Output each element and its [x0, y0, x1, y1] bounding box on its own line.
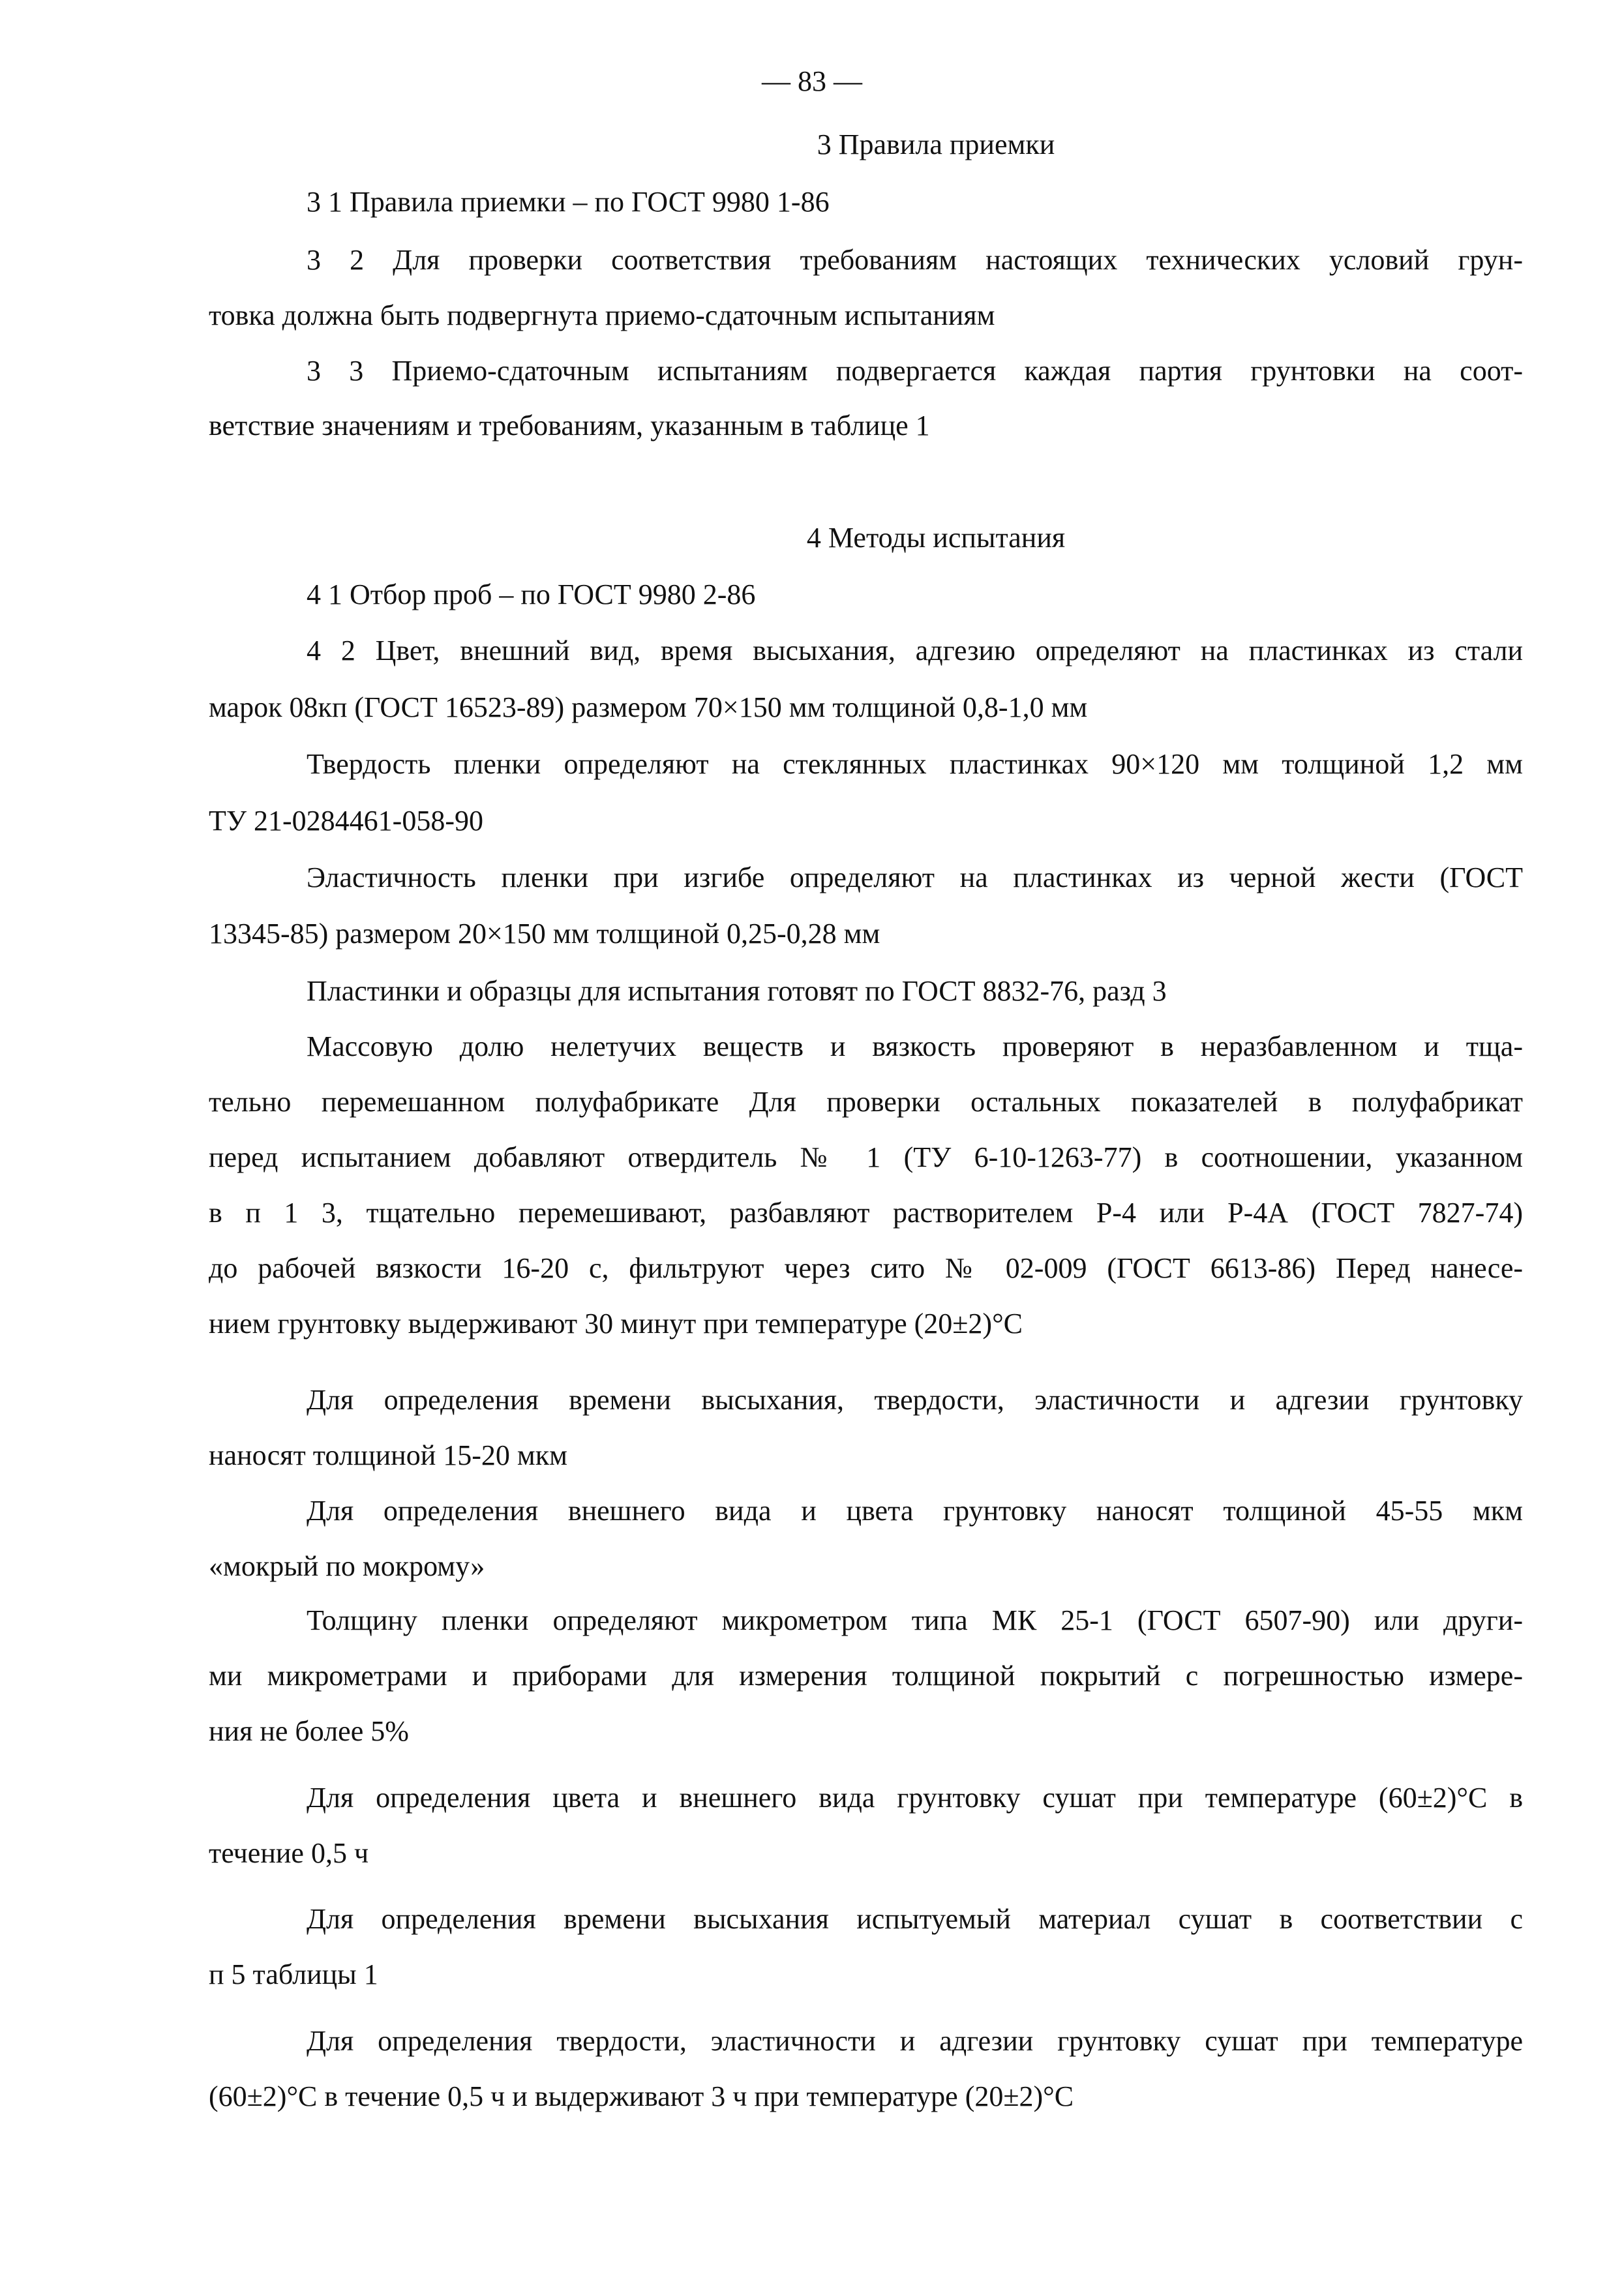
hardness-drying-paragraph-line-2: (60±2)°С в течение 0,5 ч и выдерживают 3 ч при температуре (20±2)°С: [209, 2080, 1074, 2112]
appearance-paragraph-line-1: Для определения внешнего вида и цвета грунтовку наносят толщиной 45-55 мкм: [307, 1495, 1523, 1527]
elasticity-paragraph-line-1: Эластичность пленки при изгибе определяют на пластинках из черной жести (ГОСТ: [307, 861, 1523, 893]
drying-paragraph-line-2: наносят толщиной 15-20 мкм: [209, 1439, 567, 1471]
plates-paragraph: Пластинки и образцы для испытания готовят по ГОСТ 8832-76, разд 3: [307, 975, 1167, 1007]
thickness-paragraph-line-1: Толщину пленки определяют микрометром типа МК 25-1 (ГОСТ 6507-90) или други-: [307, 1604, 1523, 1636]
paragraph-3-2-line-1: 3 2 Для проверки соответствия требованиям настоящих технических условий грун-: [307, 244, 1523, 276]
thickness-paragraph-line-2: ми микрометрами и приборами для измерения толщиной покрытий с погрешностью измере-: [209, 1660, 1523, 1692]
mass-paragraph-line-6: нием грунтовку выдерживают 30 минут при температуре (20±2)°С: [209, 1308, 1023, 1340]
elasticity-paragraph-line-2: 13345-85) размером 20×150 мм толщиной 0,25-0,28 мм: [209, 918, 880, 950]
time-drying-paragraph-line-2: п 5 таблицы 1: [209, 1958, 378, 1990]
paragraph-3-3-line-1: 3 3 Приемо-сдаточным испытаниям подвергается каждая партия грунтовки на соот-: [307, 355, 1523, 387]
time-drying-paragraph-line-1: Для определения времени высыхания испытуемый материал сушат в соответствии с: [307, 1903, 1523, 1935]
mass-paragraph-line-1: Массовую долю нелетучих веществ и вязкость проверяют в неразбавленном и тща-: [307, 1030, 1523, 1062]
drying-paragraph-line-1: Для определения времени высыхания, твердости, эластичности и адгезии грунтовку: [307, 1384, 1523, 1416]
page-number: — 83 —: [762, 65, 862, 97]
paragraph-4-2-line-1: 4 2 Цвет, внешний вид, время высыхания, адгезию определяют на пластинках из стали: [307, 635, 1523, 666]
paragraph-4-1: 4 1 Отбор проб – по ГОСТ 9980 2-86: [307, 578, 756, 610]
section-4-heading: 4 Методы испытания: [806, 522, 1066, 554]
appearance-paragraph-line-2: «мокрый по мокрому»: [209, 1550, 485, 1582]
paragraph-3-2-line-2: товка должна быть подвергнута приемо-сдаточным испытаниям: [209, 299, 995, 331]
mass-paragraph-line-5: до рабочей вязкости 16-20 с, фильтруют через сито № 02-009 (ГОСТ 6613-86) Перед нанесе-: [209, 1252, 1523, 1284]
paragraph-3-3-line-2: ветствие значениям и требованиям, указанным в таблице 1: [209, 410, 930, 442]
section-3-heading: 3 Правила приемки: [817, 128, 1055, 160]
color-drying-paragraph-line-2: течение 0,5 ч: [209, 1837, 369, 1869]
color-drying-paragraph-line-1: Для определения цвета и внешнего вида грунтовку сушат при температуре (60±2)°С в: [307, 1782, 1523, 1814]
thickness-paragraph-line-3: ния не более 5%: [209, 1715, 409, 1747]
hardness-paragraph-line-2: ТУ 21-0284461-058-90: [209, 805, 483, 837]
paragraph-4-2-line-2: марок 08кп (ГОСТ 16523-89) размером 70×150 мм толщиной 0,8-1,0 мм: [209, 691, 1088, 723]
mass-paragraph-line-4: в п 1 3, тщательно перемешивают, разбавляют растворителем Р-4 или Р-4А (ГОСТ 7827-74): [209, 1197, 1523, 1229]
hardness-drying-paragraph-line-1: Для определения твердости, эластичности и адгезии грунтовку сушат при температуре: [307, 2025, 1523, 2057]
mass-paragraph-line-3: перед испытанием добавляют отвердитель № 1 (ТУ 6-10-1263-77) в соотношении, указанном: [209, 1141, 1523, 1173]
hardness-paragraph-line-1: Твердость пленки определяют на стеклянных пластинках 90×120 мм толщиной 1,2 мм: [307, 748, 1523, 780]
paragraph-3-1: 3 1 Правила приемки – по ГОСТ 9980 1-86: [307, 186, 830, 218]
mass-paragraph-line-2: тельно перемешанном полуфабрикате Для проверки остальных показателей в полуфабрикат: [209, 1086, 1523, 1118]
